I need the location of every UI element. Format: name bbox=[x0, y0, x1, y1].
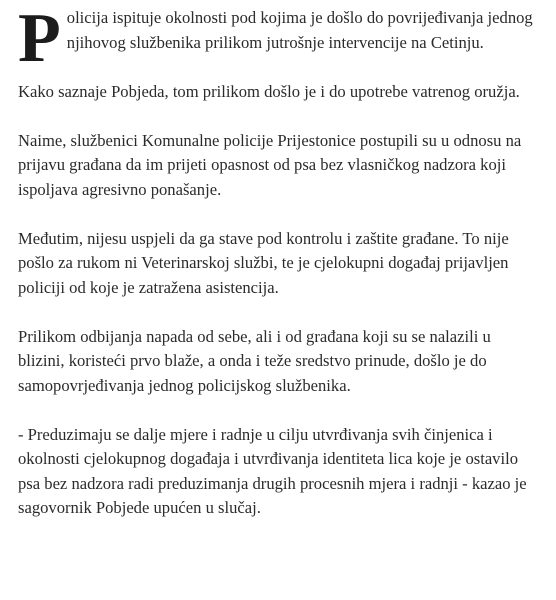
article-paragraph-2: Kako saznaje Pobjeda, tom prilikom došlo je i do upotrebe vatrenog oružja. bbox=[18, 81, 520, 101]
paragraph-1-text: olicija ispituje okolnosti pod kojima je došlo do povrijeđivanja jednog njihovog službenika prilikom jutrošnje intervencije na Cetinju. bbox=[66, 8, 533, 52]
article-paragraph-3: Naime, službenici Komunalne policije Prijestonice postupili su u odnosu na prijavu građana da im prijeti opasnost od psa bez vlasničkog nadzora koji ispoljava agresivno ponašanje. bbox=[18, 130, 522, 199]
article-paragraph-4: Međutim, nijesu uspjeli da ga stave pod kontrolu i zaštite građane. To nije pošlo za rukom ni Veterinarskoj službi, te je cjelokupni događaj prijavljen policiji od koje je zatražena asistencija. bbox=[18, 228, 509, 297]
article-paragraph-1 bbox=[18, 0, 540, 77]
article-paragraph-5: Prilikom odbijanja napada od sebe, ali i od građana koji su se nalazili u blizini, koristeći prvo blaže, a onda i teže sredstvo prinude, došlo je do samopovrjeđivanja jednog policijskog službenika. bbox=[18, 326, 491, 395]
article-paragraph-6: - Preduzimaju se dalje mjere i radnje u cilju utvrđivanja svih činjenica i okolnosti cjelokupnog događaja i utvrđivanja identiteta lica koje je ostavilo psa bez nadzora radi preduzimanja drugih procesnih mjera i radnji - kazao je sagovornik Pobjede upućen u slučaj. bbox=[18, 424, 527, 517]
drop-cap: P bbox=[18, 0, 61, 77]
article-body bbox=[18, 0, 540, 545]
